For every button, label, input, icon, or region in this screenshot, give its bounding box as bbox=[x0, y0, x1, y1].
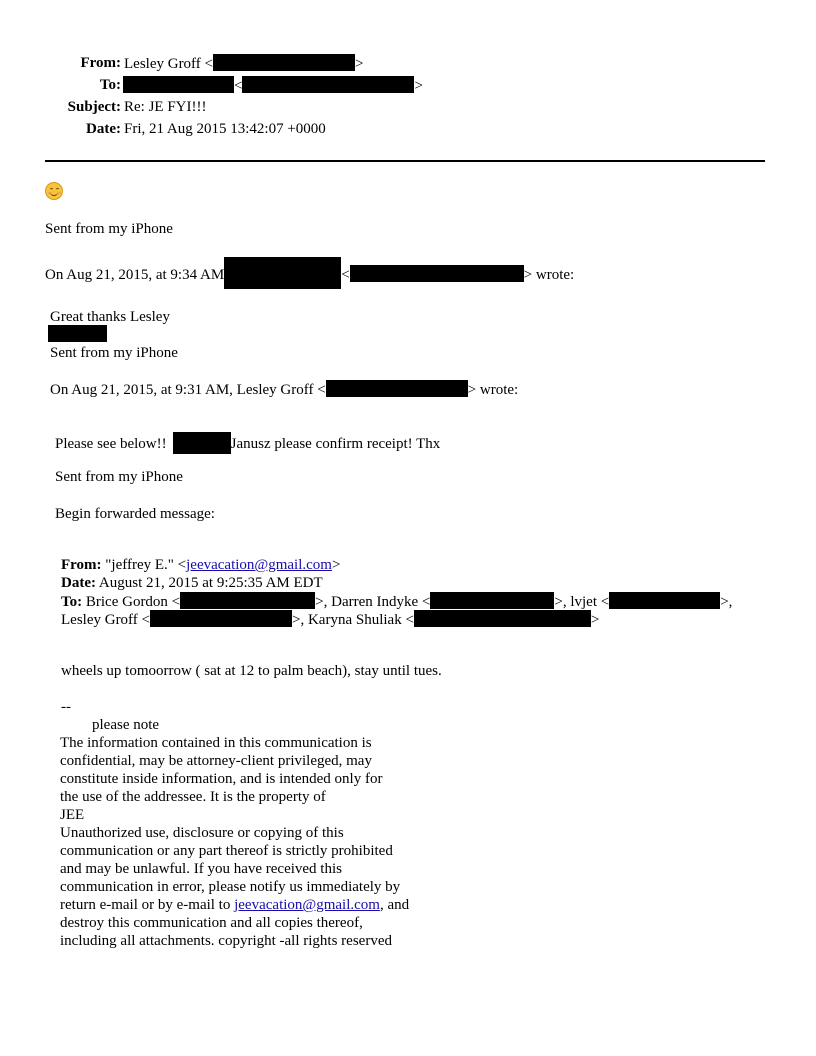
fwd-from-name: "jeffrey E." < bbox=[105, 557, 187, 573]
disclaimer-email-post: , and bbox=[379, 897, 410, 913]
to-label: To: bbox=[99, 77, 121, 93]
to-value bbox=[123, 76, 423, 95]
from-label: From: bbox=[80, 55, 121, 71]
redacted-block bbox=[224, 257, 341, 289]
disclaimer-line: The information contained in this communication is bbox=[60, 735, 372, 751]
redacted-block bbox=[609, 592, 720, 609]
fwd-date-label: Date: bbox=[61, 575, 96, 591]
redacted-block bbox=[180, 592, 315, 609]
quote2-end: > wrote: bbox=[467, 382, 519, 398]
fwd-from-label: From: bbox=[61, 557, 102, 573]
reply2-post: Janusz please confirm receipt! Thx bbox=[230, 436, 441, 452]
redacted-block bbox=[414, 610, 591, 627]
date-value: Fri, 21 Aug 2015 13:42:07 +0000 bbox=[124, 121, 326, 137]
from-end: > bbox=[355, 56, 364, 72]
sent-from-line-2: Sent from my iPhone bbox=[50, 345, 178, 361]
redacted-block bbox=[350, 265, 524, 282]
redacted-block bbox=[430, 592, 554, 609]
disclaimer-line: the use of the addressee. It is the property of bbox=[60, 789, 326, 805]
disclaimer-line: confidential, may be attorney-client privileged, may bbox=[60, 753, 372, 769]
to-mid: < bbox=[234, 78, 243, 94]
disclaimer-line: communication or any part thereof is strictly prohibited bbox=[60, 843, 393, 859]
sent-from-line: Sent from my iPhone bbox=[45, 221, 173, 237]
redacted-block bbox=[173, 432, 231, 454]
subject-value: Re: JE FYI!!! bbox=[124, 99, 207, 115]
disclaimer-line: communication in error, please notify us immediately by bbox=[60, 879, 401, 895]
fwd-to-label: To: bbox=[61, 594, 83, 610]
redacted-block bbox=[48, 325, 107, 342]
quote1-mid: < bbox=[341, 267, 350, 283]
redacted-block bbox=[123, 76, 234, 93]
fwd-to bbox=[61, 592, 732, 611]
reply-2 bbox=[55, 432, 440, 454]
fwd-to-1: Brice Gordon < bbox=[85, 594, 181, 610]
disclaimer-line: Unauthorized use, disclosure or copying of this bbox=[60, 825, 344, 841]
quote1-pre: On Aug 21, 2015, at 9:34 AM bbox=[45, 267, 225, 283]
fwd-from-end: > bbox=[331, 557, 341, 573]
redacted-block bbox=[150, 610, 292, 627]
reply-1: Great thanks Lesley bbox=[50, 309, 170, 325]
disclaimer-line: JEE bbox=[60, 807, 85, 823]
begin-forwarded: Begin forwarded message: bbox=[55, 506, 215, 522]
disclaimer-line: and may be unlawful. If you have received this bbox=[60, 861, 342, 877]
fwd-to-cont bbox=[61, 610, 599, 629]
disclaimer-line-email bbox=[60, 896, 409, 914]
fwd-date-value: August 21, 2015 at 9:25:35 AM EDT bbox=[98, 575, 323, 591]
from-value bbox=[124, 54, 363, 73]
disclaimer-line: constitute inside information, and is intended only for bbox=[60, 771, 383, 787]
fwd-to-6: >, Karyna Shuliak < bbox=[292, 612, 414, 628]
reply2-pre: Please see below!! bbox=[55, 436, 167, 452]
redacted-signature bbox=[48, 325, 107, 344]
to-end: > bbox=[414, 78, 423, 94]
fwd-to-7: > bbox=[590, 612, 600, 628]
fwd-message: wheels up tomoorrow ( sat at 12 to palm beach), stay until tues. bbox=[61, 663, 442, 679]
fwd-from-email-link[interactable]: jeevacation@gmail.com bbox=[186, 557, 332, 573]
fwd-to-4: >, bbox=[720, 594, 733, 610]
redacted-block bbox=[242, 76, 414, 93]
please-note: please note bbox=[92, 717, 160, 733]
disclaimer bbox=[60, 734, 409, 950]
fwd-date bbox=[61, 574, 323, 592]
disclaimer-email-link[interactable]: jeevacation@gmail.com bbox=[234, 897, 380, 913]
sent-from-line-3: Sent from my iPhone bbox=[55, 469, 183, 485]
smiling-face-icon bbox=[45, 182, 63, 200]
fwd-to-3: >, lvjet < bbox=[554, 594, 610, 610]
disclaimer-email-pre: return e-mail or by e-mail to bbox=[60, 897, 235, 913]
header-divider bbox=[45, 160, 765, 162]
redacted-block bbox=[326, 380, 468, 397]
disclaimer-line: destroy this communication and all copies thereof, bbox=[60, 915, 363, 931]
subject-label: Subject: bbox=[67, 99, 121, 115]
signature-dash: -- bbox=[61, 699, 71, 715]
disclaimer-line: including all attachments. copyright -all rights reserved bbox=[60, 933, 392, 949]
from-name: Lesley Groff < bbox=[124, 56, 213, 72]
date-label: Date: bbox=[86, 121, 121, 137]
fwd-to-5: Lesley Groff < bbox=[61, 612, 150, 628]
quote1-end: > wrote: bbox=[523, 267, 575, 283]
redacted-block bbox=[213, 54, 355, 71]
quote-header-1 bbox=[45, 257, 574, 289]
fwd-to-2: >, Darren Indyke < bbox=[315, 594, 431, 610]
quote-header-2 bbox=[50, 380, 518, 399]
fwd-from bbox=[61, 556, 340, 574]
quote2-pre: On Aug 21, 2015, at 9:31 AM, Lesley Groff < bbox=[50, 382, 326, 398]
